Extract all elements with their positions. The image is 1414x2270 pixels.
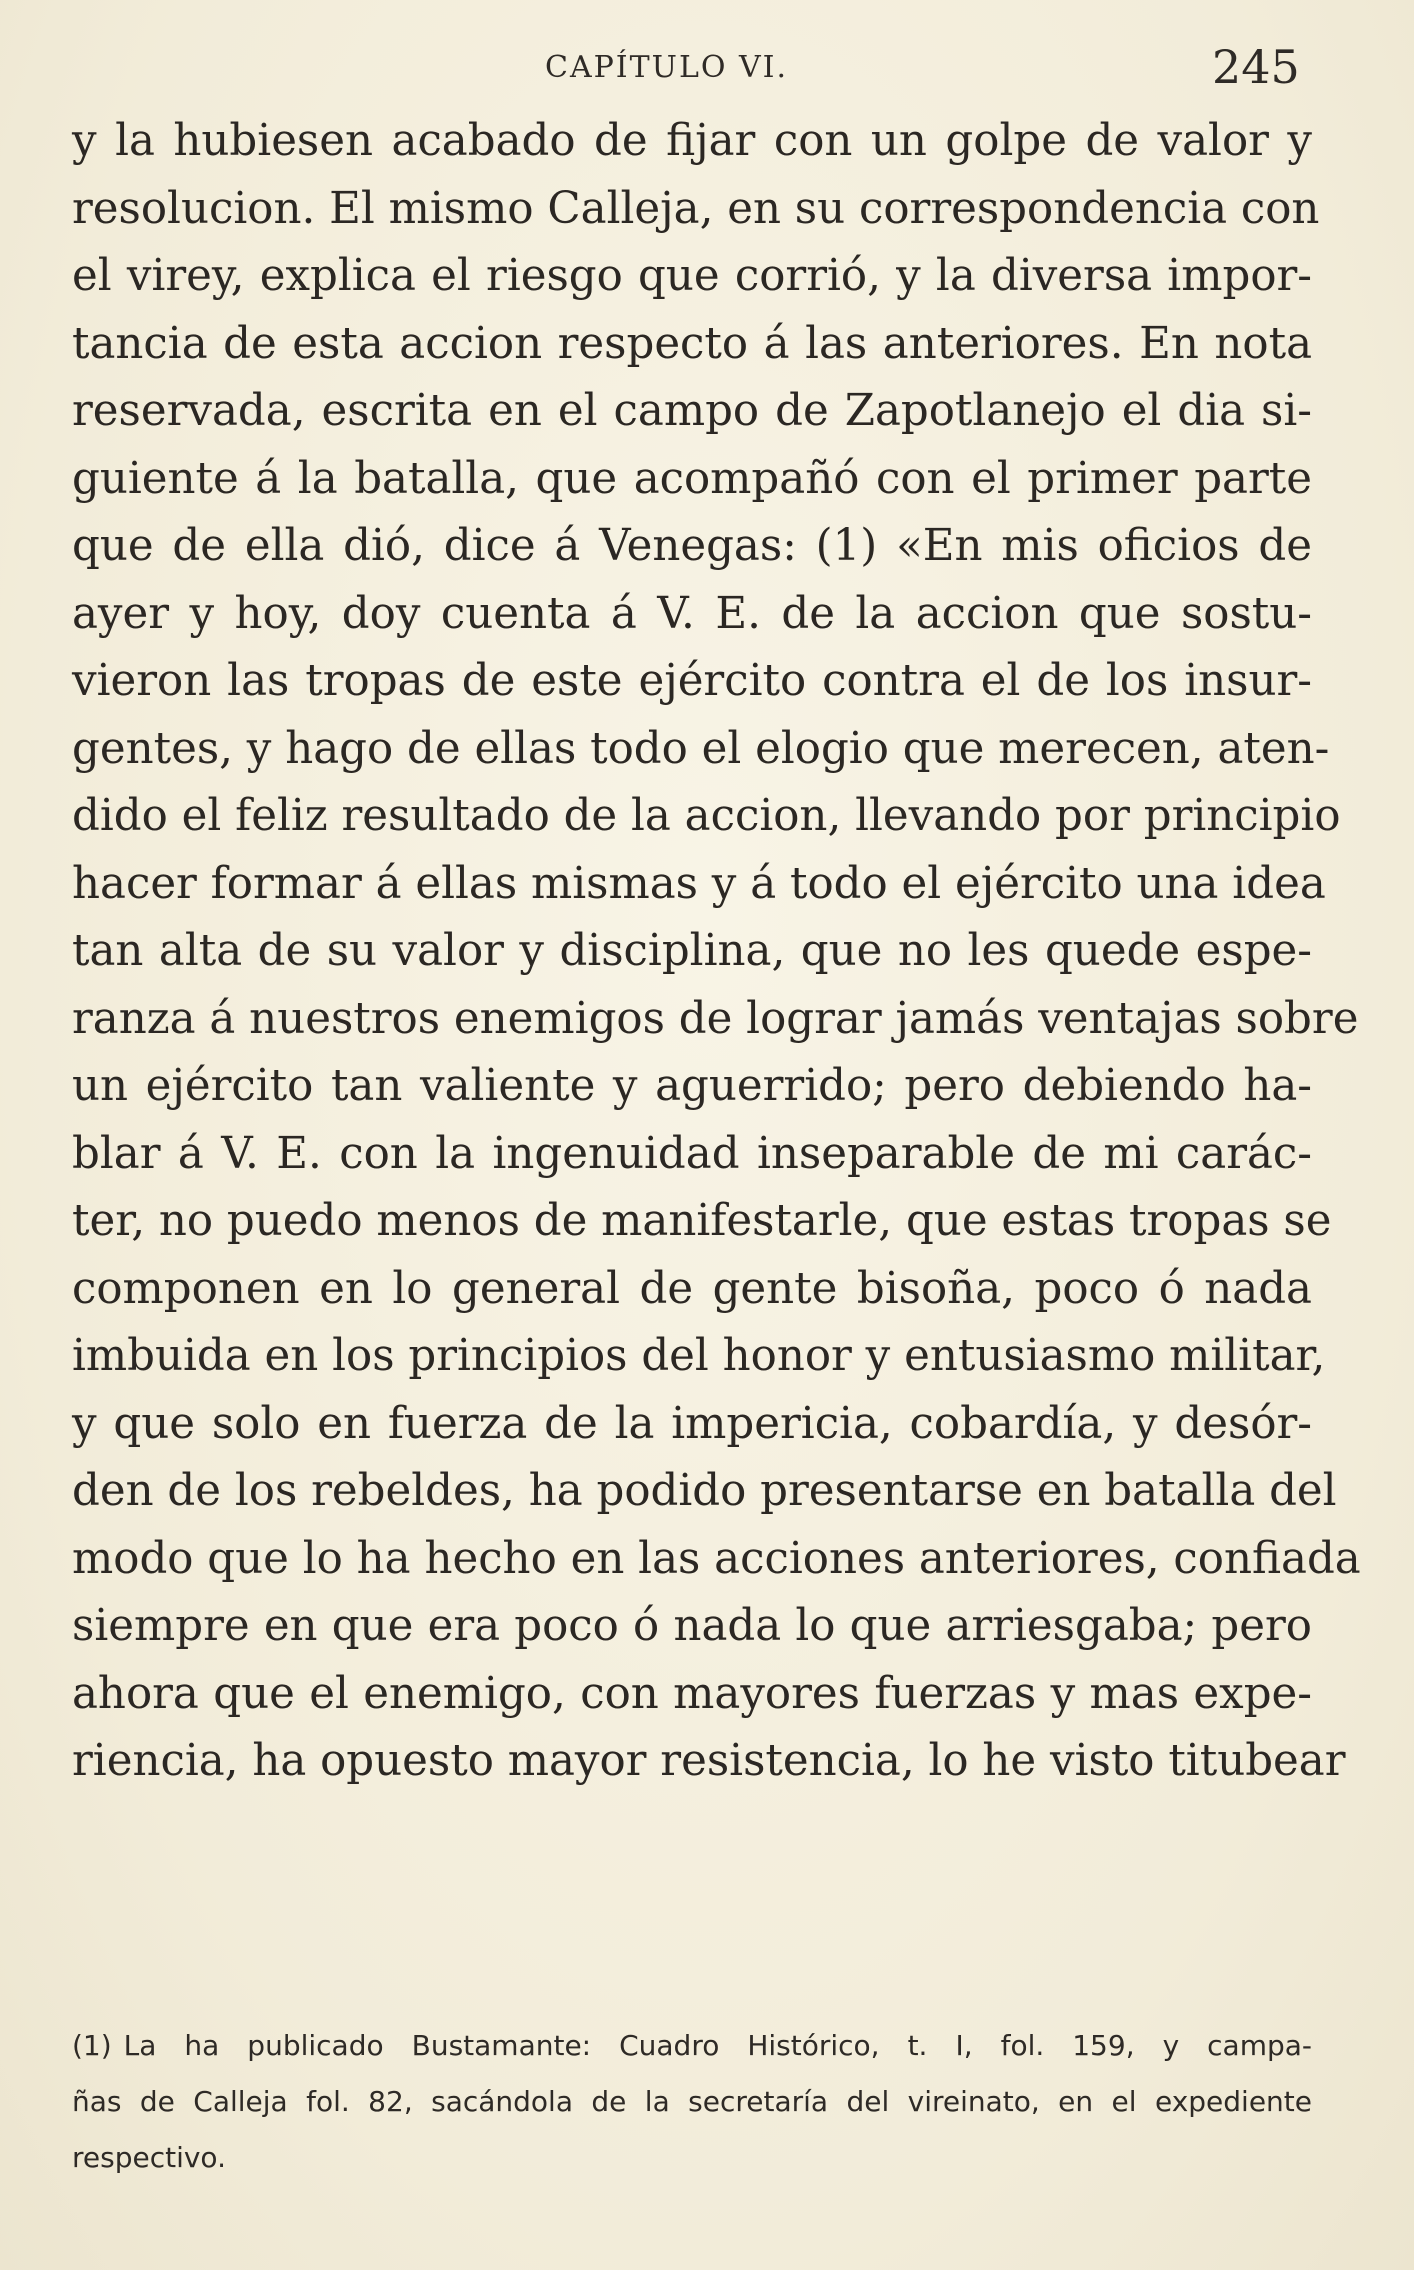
text-line: riencia, ha opuesto mayor resistencia, lo he visto titubear [72, 1736, 1346, 1786]
text-line: blar á V. E. con la ingenuidad inseparable de mi carác- [72, 1128, 1312, 1179]
text-line: componen en lo general de gente bisoña, poco ó nada [72, 1263, 1312, 1314]
footnote [72, 2018, 1312, 2186]
text-line: y que solo en fuerza de la impericia, cobardía, y desór- [72, 1398, 1312, 1449]
text-line: imbuida en los principios del honor y entusiasmo militar, [72, 1331, 1326, 1381]
text-line: ahora que el enemigo, con mayores fuerzas y mas expe- [72, 1668, 1312, 1719]
body-text [72, 108, 1361, 1796]
text-line: dido el feliz resultado de la accion, llevando por principio [72, 791, 1341, 841]
text-line: tancia de esta accion respecto á las anteriores. En nota [72, 318, 1312, 369]
text-line: den de los rebeldes, ha podido presentarse en batalla del [72, 1466, 1337, 1516]
text-line: siempre en que era poco ó nada lo que arriesgaba; pero [72, 1601, 1312, 1651]
text-line: gentes, y hago de ellas todo el elogio que merecen, aten- [72, 723, 1330, 774]
text-line: modo que lo ha hecho en las acciones anteriores, confiada [72, 1533, 1361, 1584]
text-line: resolucion. El mismo Calleja, en su correspondencia con [72, 183, 1320, 234]
footnote-line: respectivo. [72, 2141, 226, 2174]
footnote-text: La ha publicado Bustamante: Cuadro Histórico, t. I, fol. 159, y campa- [123, 2029, 1312, 2062]
page-header [0, 40, 1414, 94]
text-line: hacer formar á ellas mismas y á todo el ejército una idea [72, 858, 1326, 909]
text-line: vieron las tropas de este ejército contra el de los insur- [72, 656, 1312, 706]
text-line: reservada, escrita en el campo de Zapotlanejo el dia si- [72, 386, 1312, 436]
page-number: 245 [1212, 40, 1300, 94]
text-line: el virey, explica el riesgo que corrió, y la diversa impor- [72, 251, 1312, 301]
text-line: ranza á nuestros enemigos de lograr jamás ventajas sobre [72, 993, 1359, 1044]
footnote-line: ñas de Calleja fol. 82, sacándola de la secretaría del vireinato, en el expediente [72, 2085, 1312, 2118]
chapter-title: CAPÍTULO VI. [545, 50, 789, 85]
text-line: un ejército tan valiente y aguerrido; pero debiendo ha- [72, 1061, 1312, 1111]
footnote-line [72, 2018, 1312, 2074]
text-line: guiente á la batalla, que acompañó con el primer parte [72, 453, 1312, 504]
text-line: tan alta de su valor y disciplina, que no les quede espe- [72, 926, 1312, 976]
text-line: ayer y hoy, doy cuenta á V. E. de la accion que sostu- [72, 588, 1312, 639]
footnote-marker: (1) [72, 2029, 112, 2062]
text-line: que de ella dió, dice á Venegas: (1) «En mis oficios de [72, 521, 1312, 571]
text-line: ter, no puedo menos de manifestarle, que estas tropas se [72, 1196, 1332, 1246]
text-line: y la hubiesen acabado de fijar con un golpe de valor y [72, 116, 1312, 166]
